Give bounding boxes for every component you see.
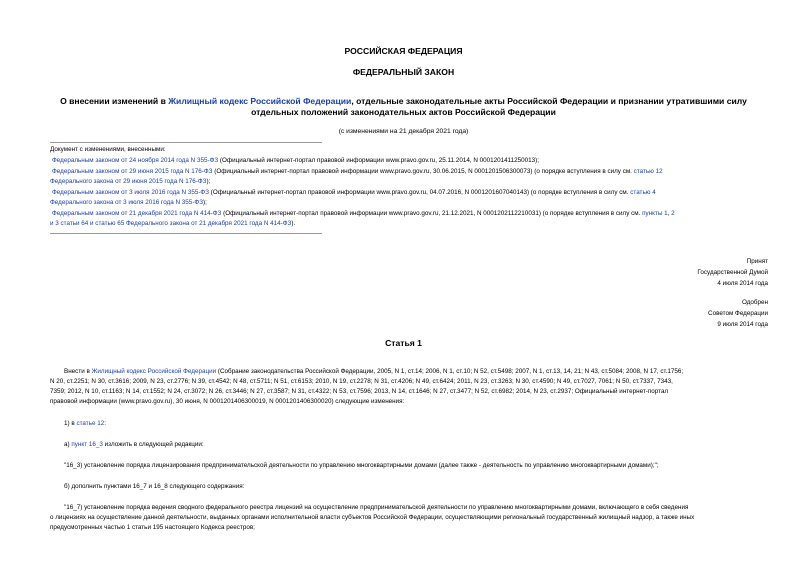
amendment-4-link[interactable]: Федеральным законом от 21 декабря 2021 года N 414-ФЗ	[52, 210, 222, 217]
accepted-body: Государственной Думой	[697, 269, 768, 276]
approved-label: Одобрен	[741, 299, 768, 306]
article-p1-line3: 7359; 2012, N 10, ст.1163; N 14, ст.1552; N 24, ст.3072; N 26, ст.3446; N 27, ст.3587; N 31, ст.4322; N 53, ст.7596; 2013, N 14, ст.1646; N 27, ст.3477; N 52, ст.6982; 2014, N 23, ст.2937; Официальный интернет-портал	[50, 388, 669, 395]
title-prefix: О внесении изменений в	[60, 96, 166, 106]
country-heading: РОССИЙСКАЯ ФЕДЕРАЦИЯ	[344, 46, 463, 56]
amendment-3	[52, 188, 772, 198]
amendments-intro: Документ с изменениями, внесенными:	[50, 146, 166, 153]
p1-prefix: Внести в	[64, 368, 90, 375]
item-1-suffix: :	[104, 420, 106, 427]
amendment-4	[52, 209, 774, 219]
edition-note: (с изменениями на 21 декабря 2021 года)	[338, 128, 469, 135]
item-a-point-link[interactable]: пункт 16_3	[71, 441, 103, 448]
amendment-4-point2-link[interactable]: 2	[669, 210, 675, 217]
article-p1-line1	[64, 367, 774, 377]
amendment-2-article-link[interactable]: статью 12	[631, 168, 663, 175]
article-p1-line2: N 20, ст.2251; N 30, ст.3616; 2009, N 23, ст.2776; N 39, ст.4542; N 48, ст.5711; N 51, ст.6153; 2010, N 19, ст.2278; N 31, ст.4206; N 49, ст.6424; 2011, N 23, ст.3263; N 30, ст.4590; N 49, ст.7027, 7061; N 50, ст.7337, 7343,	[50, 378, 673, 385]
quote-16-7-line2: о лицензиях на осуществление данной деятельности, выданных органами исполнительной власти субъектов Российской Федерации, осуществляющими региональный государственный жилищный надзор, а также иных	[50, 514, 695, 521]
item-1-prefix: 1) в	[64, 420, 75, 427]
amendment-4-law-link[interactable]: и 3 статьи 64 и статью 65 Федерального закона от 21 декабря 2021 года N 414-ФЗ	[50, 220, 292, 227]
law-title-line2: отдельных положений законодательных актов Российской Федерации	[251, 107, 556, 117]
amendment-1	[52, 156, 772, 166]
accepted-label: Принят	[746, 258, 768, 265]
amendment-3-law-link[interactable]: Федерального закона от 3 июля 2016 года N 355-ФЗ	[50, 199, 204, 206]
approved-body: Советом Федерации	[708, 310, 768, 317]
amendment-2-cont	[50, 177, 770, 187]
amendment-2-text: (Официальный интернет-портал правовой информации www.pravo.gov.ru, 30.06.2015, N 0001201506300073) (о порядке вступления в силу см.	[212, 168, 632, 175]
amendment-1-link[interactable]: Федеральным законом от 24 ноября 2014 года N 355-ФЗ	[52, 157, 219, 164]
amendment-2-law-link[interactable]: Федерального закона от 29 июня 2015 года N 176-ФЗ	[50, 178, 207, 185]
law-title-line1	[0, 96, 807, 107]
amendments-top-rule	[50, 142, 322, 143]
approved-date: 9 июля 2014 года	[717, 321, 768, 328]
amendment-4-cont	[50, 219, 770, 229]
item-1	[64, 419, 106, 429]
amendment-3-link[interactable]: Федеральным законом от 3 июля 2016 года N 355-ФЗ	[52, 189, 210, 196]
article-heading: Статья 1	[385, 338, 422, 348]
article-p1-line4: правовой информации (www.pravo.gov.ru), 30 июня, N 0001201406300019, N 0001201406300020) следующие изменения:	[50, 398, 405, 405]
amendment-2-link[interactable]: Федеральным законом от 29 июня 2015 года N 176-ФЗ	[52, 168, 213, 175]
accepted-date: 4 июля 2014 года	[717, 280, 768, 287]
title-codex-link[interactable]: Жилищный кодекс Российской Федерации	[168, 96, 352, 106]
amendment-4-end: ).	[291, 220, 296, 227]
p1-codex-link[interactable]: Жилищный кодекс Российской Федерации	[91, 368, 217, 375]
p1-line1-text: (Собрание законодательства Российской Федерации, 2005, N 1, ст.14; 2006, N 1, ст.10; N 52, ст.5498; 2007, N 1, ст.13, 14, 21; N 43, ст.5084; 2008, N 17, ст.1756;	[216, 368, 684, 375]
amendment-3-end: );	[203, 199, 207, 206]
amendment-3-text: (Официальный интернет-портал правовой информации www.pravo.gov.ru, 04.07.2016, N 0001201607040143) (о порядке вступления в силу см.	[209, 189, 629, 196]
doc-type-heading: ФЕДЕРАЛЬНЫЙ ЗАКОН	[352, 67, 455, 77]
title-rest: , отдельные законодательные акты Российской Федерации и признании утратившими силу	[351, 96, 747, 106]
amendment-2	[52, 167, 772, 177]
amendment-4-comma: ,	[667, 210, 670, 217]
item-a-suffix: изложить в следующей редакции:	[102, 441, 204, 448]
amendment-3-article-link[interactable]: статью 4	[628, 189, 656, 196]
amendment-3-cont	[50, 198, 770, 208]
item-a-prefix: а)	[64, 441, 70, 448]
quote-16-7-line3: предусмотренных частью 1 статьи 195 настоящего Кодекса реестров;	[50, 524, 255, 531]
amendment-1-text: (Официальный интернет-портал правовой информации www.pravo.gov.ru, 25.11.2014, N 0001201411250013);	[218, 157, 540, 164]
item-a	[64, 440, 204, 450]
amendment-4-points-link[interactable]: пункты 1	[640, 210, 668, 217]
quote-16-7-line1: "16_7) установление порядка ведения сводного федерального реестра лицензий на осуществление предпринимательской деятельности по управлению многоквартирными домами, включающего в себя сведения	[64, 504, 689, 511]
item-b: б) дополнить пунктами 16_7 и 16_8 следующего содержания:	[64, 483, 245, 490]
item-1-article-link[interactable]: статье 12	[76, 420, 105, 427]
amendments-bottom-rule	[50, 233, 322, 234]
amendment-2-end: );	[206, 178, 211, 185]
amendment-4-text: (Официальный интернет-портал правовой информации www.pravo.gov.ru, 21.12.2021, N 0001202112210031) (о порядке вступления в силу см.	[221, 210, 641, 217]
quote-16-3: "16_3) установление порядка лицензирования предпринимательской деятельности по управлению многоквартирными домами (далее также - деятельность по управлению многоквартирными домами);";	[64, 462, 659, 469]
